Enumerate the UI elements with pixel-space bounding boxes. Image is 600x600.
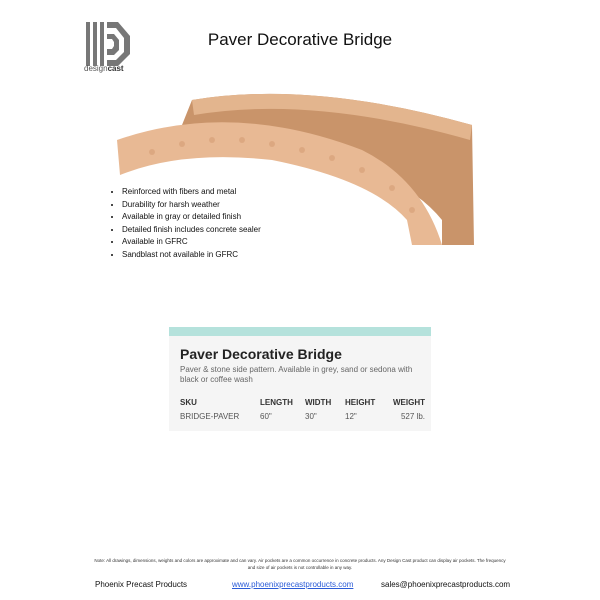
card-description: Paver & stone side pattern. Available in grey, sand or sedona with black or coffee wash [180, 365, 413, 384]
logo-wordmark: designcast [84, 64, 124, 73]
feature-item: • Detailed finish includes concrete sealer [122, 224, 261, 237]
feature-item: • Sandblast not available in GFRC [122, 249, 261, 262]
feature-item: • Reinforced with fibers and metal [122, 186, 261, 199]
value-sku: BRIDGE-PAVER [180, 412, 240, 421]
disclaimer-note: Note: All drawings, dimensions, weights and colors are approximate and can vary. Air pockets are a common occurrence in concrete products. Any Design Cast product can display air pockets. The frequency and size of air pockets is not controllable in any way. [94, 558, 506, 570]
header-weight: WEIGHT [393, 398, 425, 407]
feature-list [108, 186, 261, 262]
header-height: HEIGHT [345, 398, 376, 407]
header-width: WIDTH [305, 398, 332, 407]
company-name: Phoenix Precast Products [95, 580, 188, 589]
spec-card [169, 327, 431, 431]
feature-item: • Available in gray or detailed finish [122, 211, 261, 224]
email-address[interactable]: sales@phoenixprecastproducts.com [381, 580, 511, 589]
card-accent-bar [169, 327, 431, 336]
page-title: Paver Decorative Bridge [207, 30, 393, 49]
card-title: Paver Decorative Bridge [180, 346, 342, 362]
header-sku: SKU [180, 398, 197, 407]
header-length: LENGTH [260, 398, 293, 407]
feature-item: • Available in GFRC [122, 236, 261, 249]
value-weight: 527 lb. [400, 412, 425, 421]
feature-item: • Durability for harsh weather [122, 199, 261, 212]
value-length: 60" [260, 412, 272, 421]
value-width: 30" [305, 412, 317, 421]
website-link[interactable]: www.phoenixprecastproducts.com [232, 580, 354, 589]
value-height: 12" [345, 412, 357, 421]
